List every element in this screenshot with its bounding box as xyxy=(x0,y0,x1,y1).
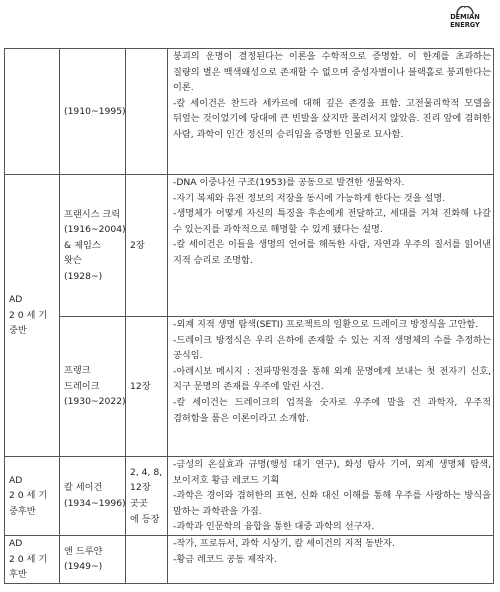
description-line: -칼 세이건은 이들을 생명의 언어를 해독한 사람, 자연과 우주의 질서를 읽어낸 지적 승리로 조명함. xyxy=(173,239,491,266)
person-cell: 프랜시스 크릭 (1916~2004) & 제임스 왓슨 (1928~) xyxy=(60,175,126,317)
description-line: -드레이크 방정식은 우리 은하에 존재할 수 있는 지적 생명체의 수를 추정하는 공식임. xyxy=(173,334,491,362)
era-cell: AD 2 0 세 기 중후반 xyxy=(5,457,60,536)
table-row xyxy=(5,317,494,457)
description-cell xyxy=(168,49,494,175)
description-line: -과학은 경이와 겸허한의 표현, 신화 대신 이해를 통해 우주를 사랑하는 방식을 말하는 과학관을 가짐. xyxy=(173,490,491,517)
person-cell: (1910~1995) xyxy=(60,49,126,175)
era-cell: AD 2 0 세 기 중반 xyxy=(5,175,60,457)
person-cell: 프랭크 드레이크 (1930~2022) xyxy=(60,317,126,457)
chapter-cell: 2장 xyxy=(126,175,168,317)
chapter-cell xyxy=(126,535,168,583)
description-line: -아레시보 메시지 : 전파망원경을 통해 외계 문명에게 보내는 첫 전자기 신호, 지구 문명의 존재를 우주에 알린 사건. xyxy=(173,365,491,393)
description-line: 붕괴의 운명이 결정된다는 이론을 수학적으로 증명함. 이 한계를 초과하는 질량의 별은 백색왜성으로 존재할 수 없으며 중성자별이나 블랙홀로 붕괴한다는 이론. xyxy=(173,51,491,94)
description-line: -외계 지적 생명 탐색(SETI) 프로젝트의 일환으로 드레이크 방정식을 고안함. xyxy=(173,319,479,330)
people-table xyxy=(4,48,494,584)
description-line: -작가, 프로듀서, 과학 시상기, 칼 세이건의 지적 동반자. xyxy=(173,537,395,549)
description-cell xyxy=(168,457,494,536)
chapter-cell xyxy=(126,49,168,175)
description-line: -DNA 이중나선 구조(1953)를 공동으로 발견한 생물학자. xyxy=(173,177,405,188)
era-cell: AD 2 0 세 기 후반 xyxy=(5,535,60,583)
logo-line-2: ENERGY xyxy=(450,20,480,29)
demian-energy-logo xyxy=(438,6,492,38)
description-line: -칼 세이건은 찬드라 세카르에 대해 깊은 존경을 표함. 고전물리학적 모델을 뒤엎는 것이었기에 당대에 큰 빈발을 샀지만 몰려서지 않았음. 진리 앞에 겸허한 사람, 과학이 인간 정신의 승리임을 증명한 인물로 묘사함. xyxy=(173,97,491,140)
description-cell xyxy=(168,535,494,583)
table-row xyxy=(5,457,494,536)
person-cell: 칼 세이건 (1934~1996) xyxy=(60,457,126,536)
era-cell xyxy=(5,49,60,175)
table-row xyxy=(5,175,494,317)
description-line: -금성의 온실효과 규명(행성 대기 연구), 화성 탐사 기여, 외계 생명체 탐색, 보이저호 황금 레코드 기획 xyxy=(173,459,491,486)
person-cell: 앤 드루얀 (1949~) xyxy=(60,535,126,583)
description-line: -황금 레코드 공동 제작자. xyxy=(173,553,277,565)
chapter-cell: 12장 xyxy=(126,317,168,457)
table-row xyxy=(5,49,494,175)
logo-line-1: DEMIAN xyxy=(450,13,480,21)
table-row xyxy=(5,535,494,583)
chapter-cell: 2, 4, 8, 12장 곳곳 에 등장 xyxy=(126,457,168,536)
description-line: -칼 세이건는 드레이크의 업적을 숫자로 우주에 말을 건 과학자, 우주적 겸허함을 품은 이론이라고 소개함. xyxy=(173,396,491,424)
description-line: -자기 복제와 유전 정보의 저장을 동시에 가능하게 한다는 것을 설명. xyxy=(173,192,446,204)
description-cell xyxy=(168,317,494,457)
description-line: -생명체가 어떻게 자신의 특징을 후손에게 전달하고, 세대를 거쳐 진화해 나갈 수 있는지를 과학적으로 해명할 수 있게 됐다는 설명. xyxy=(173,208,491,235)
description-cell xyxy=(168,175,494,317)
description-line: -과학과 인문학의 융합을 통한 대중 과학의 선구자. xyxy=(173,521,375,533)
